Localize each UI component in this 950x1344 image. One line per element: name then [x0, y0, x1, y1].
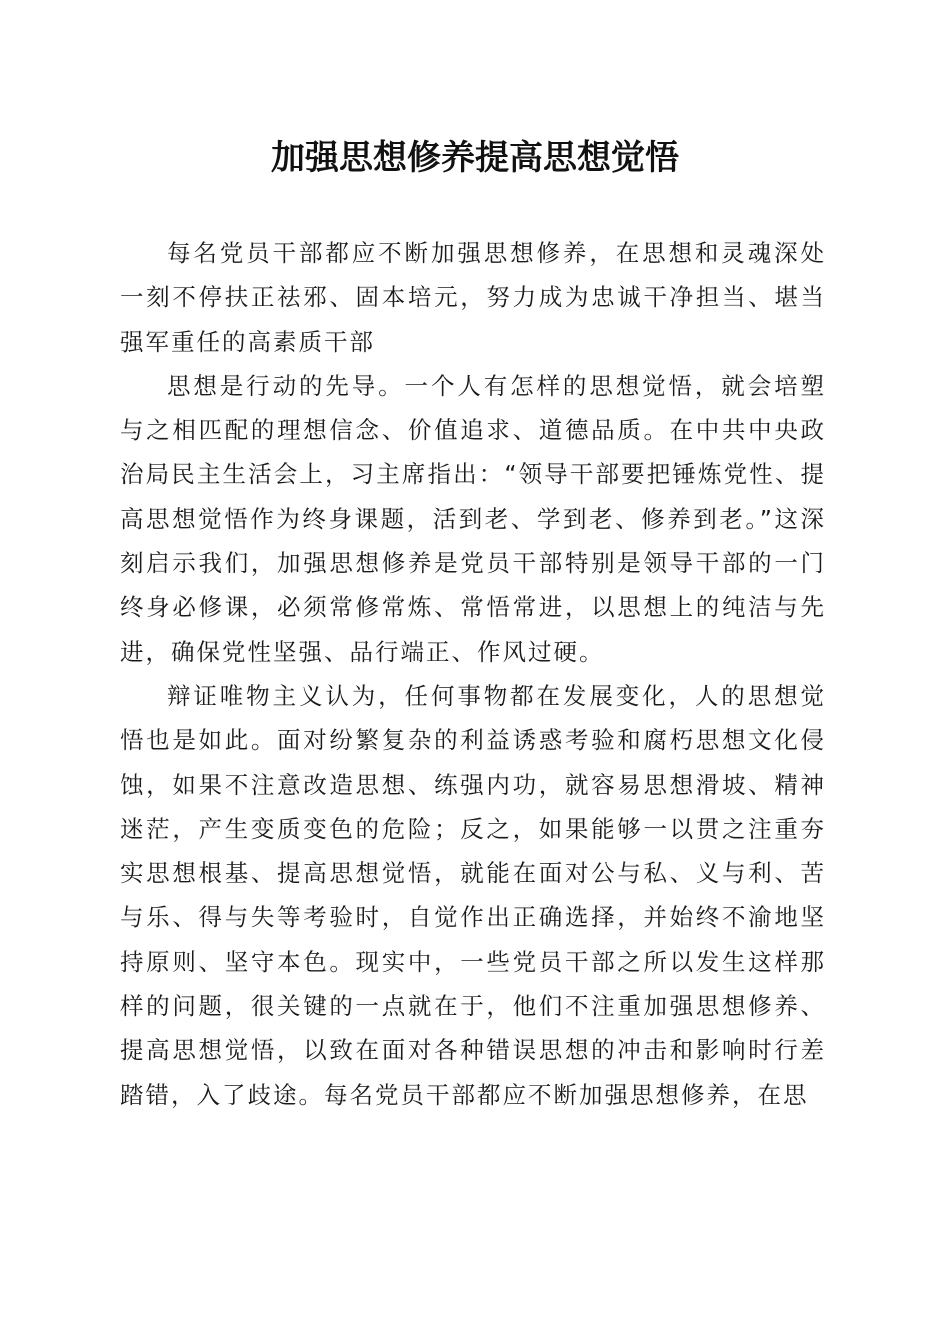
- document-title: 加强思想修养提高思想觉悟: [271, 138, 679, 178]
- paragraph-dialectical-materialism: 辩证唯物主义认为，任何事物都在发展变化，人的思想觉悟也是如此。面对纷繁复杂的利益诱惑考验和腐朽思想文化侵蚀，如果不注意改造思想、练强内功，就容易思想滑坡、精神迷茫，产生变质变色的危险；反之，如果能够一以贯之注重夯实思想根基、提高思想觉悟，就能在面对公与私、义与利、苦与乐、得与失等考验时，自觉作出正确选择，并始终不渝地坚持原则、坚守本色。现实中，一些党员干部之所以发生这样那样的问题，很关键的一点就在于，他们不注重加强思想修养、提高思想觉悟，以致在面对各种错误思想的冲击和影响时行差踏错，入了歧途。每名党员干部都应不断加强思想修养，在思: [120, 681, 826, 1109]
- document-body: [120, 231, 826, 1117]
- paragraph-thought-guides-action: 思想是行动的先导。一个人有怎样的思想觉悟，就会培塑与之相匹配的理想信念、价值追求、道德品质。在中共中央政治局民主生活会上，习主席指出：“领导干部要把锤炼党性、提高思想觉悟作为终身课题，活到老、学到老、修养到老。”这深刻启示我们，加强思想修养是党员干部特别是领导干部的一门终身必修课，必须常修常炼、常悟常进，以思想上的纯洁与先进，确保党性坚强、品行端正、作风过硬。: [120, 371, 826, 666]
- paragraph-intro: 每名党员干部都应不断加强思想修养，在思想和灵魂深处一刻不停扶正祛邪、固本培元，努力成为忠诚干净担当、堪当强军重任的高素质干部: [120, 239, 826, 356]
